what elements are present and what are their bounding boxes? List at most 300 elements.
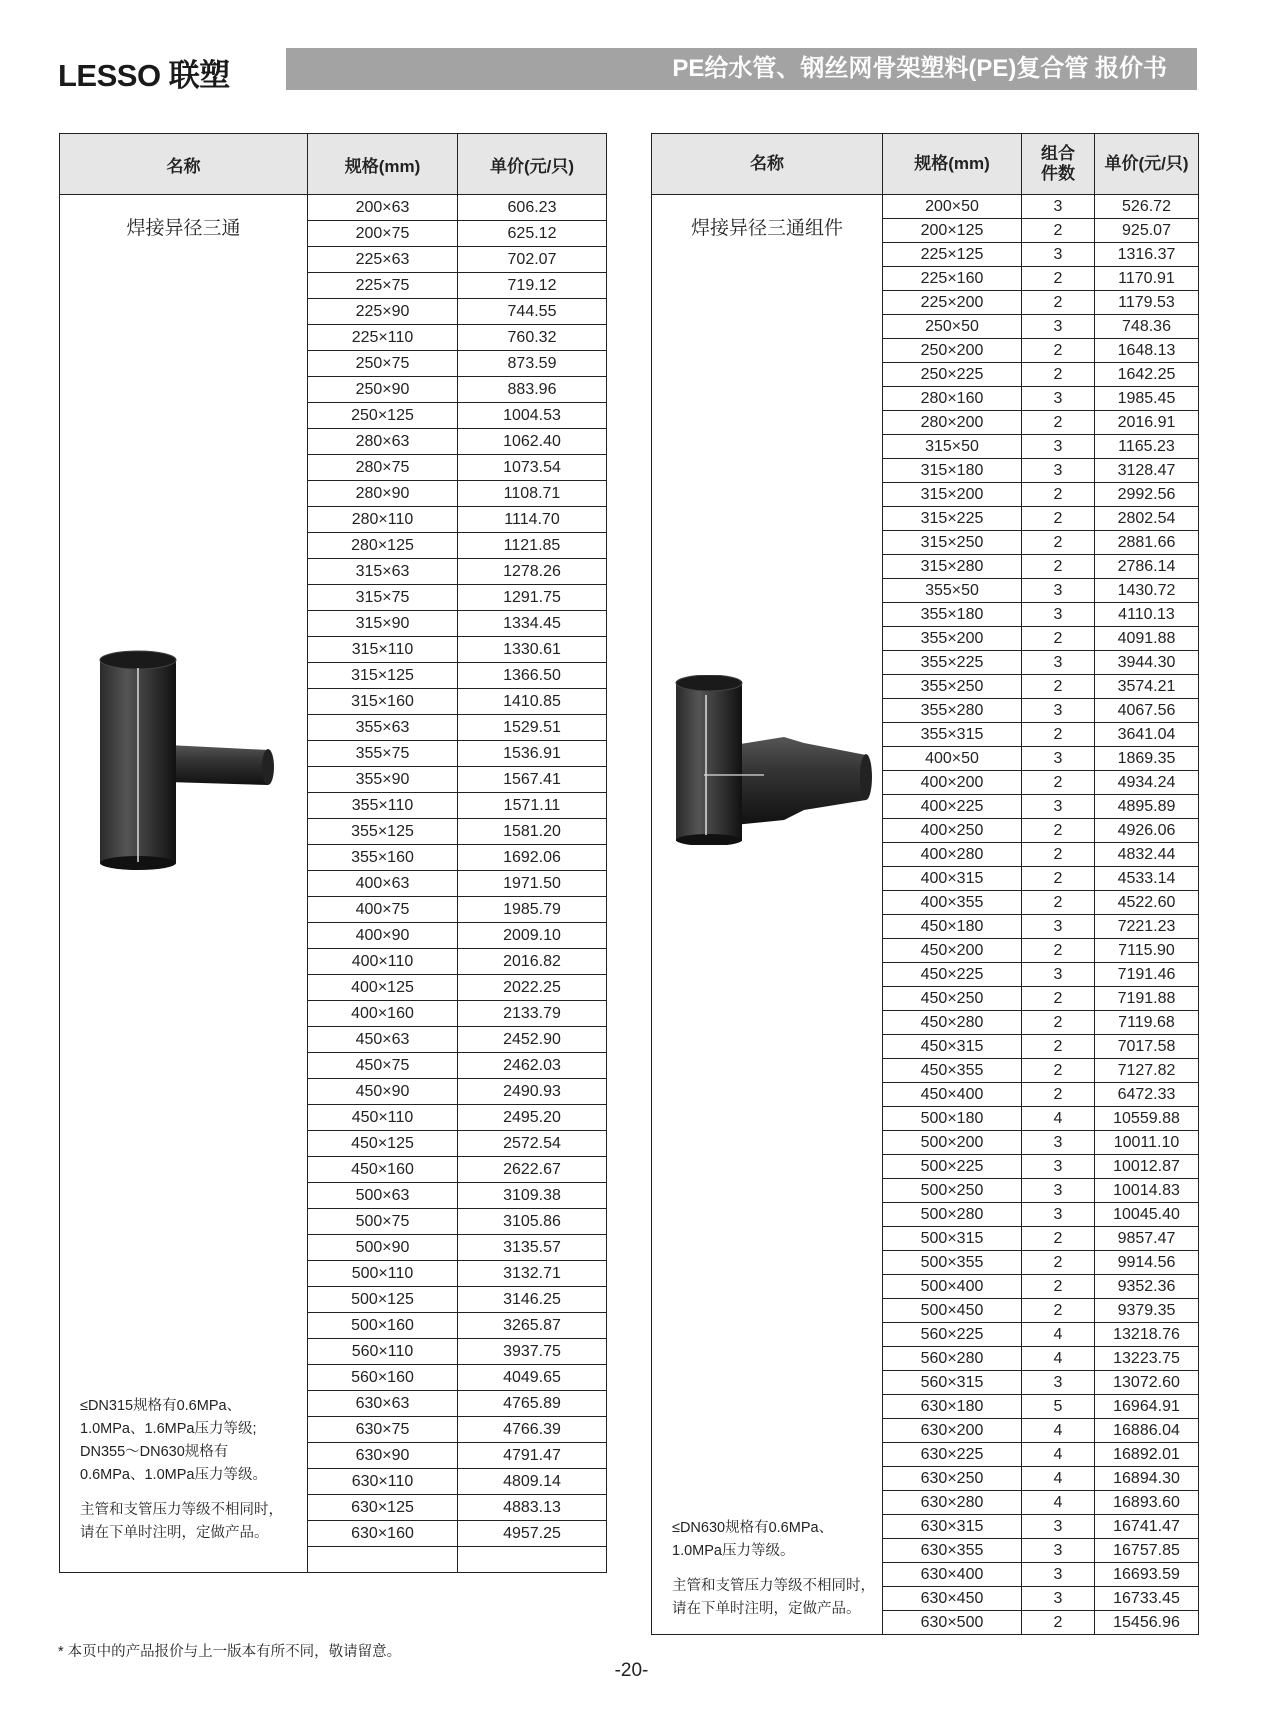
price-cell: 4766.39 (458, 1417, 607, 1443)
price-cell: 1366.50 (458, 663, 607, 689)
price-cell: 16893.60 (1095, 1491, 1199, 1515)
qty-cell: 2 (1022, 555, 1095, 579)
page-number: -20- (614, 1660, 649, 1681)
spec-cell: 500×280 (883, 1203, 1022, 1227)
note-line: 1.0MPa、1.6MPa压力等级; (80, 1421, 257, 1437)
price-cell: 3132.71 (458, 1261, 607, 1287)
qty-cell: 2 (1022, 723, 1095, 747)
spec-cell: 630×125 (308, 1495, 458, 1521)
spec-cell: 225×160 (883, 267, 1022, 291)
spec-cell: 355×315 (883, 723, 1022, 747)
spec-cell: 250×125 (308, 403, 458, 429)
price-cell: 925.07 (1095, 219, 1199, 243)
price-cell: 4049.65 (458, 1365, 607, 1391)
spec-cell: 400×75 (308, 897, 458, 923)
price-cell: 2016.91 (1095, 411, 1199, 435)
price-cell: 760.32 (458, 325, 607, 351)
price-cell: 1073.54 (458, 455, 607, 481)
price-cell: 625.12 (458, 221, 607, 247)
spec-cell: 200×50 (883, 195, 1022, 219)
spec-cell: 400×200 (883, 771, 1022, 795)
price-cell: 4533.14 (1095, 867, 1199, 891)
price-cell: 2622.67 (458, 1157, 607, 1183)
spec-cell: 315×280 (883, 555, 1022, 579)
qty-cell: 3 (1022, 1515, 1095, 1539)
spec-cell: 630×225 (883, 1443, 1022, 1467)
qty-cell: 4 (1022, 1107, 1095, 1131)
qty-cell: 3 (1022, 1203, 1095, 1227)
price-cell: 2881.66 (1095, 531, 1199, 555)
price-cell: 1869.35 (1095, 747, 1199, 771)
spec-cell: 500×110 (308, 1261, 458, 1287)
price-cell: 4765.89 (458, 1391, 607, 1417)
price-cell: 4926.06 (1095, 819, 1199, 843)
qty-cell: 2 (1022, 987, 1095, 1011)
qty-cell: 2 (1022, 219, 1095, 243)
price-cell: 4110.13 (1095, 603, 1199, 627)
price-cell: 3128.47 (1095, 459, 1199, 483)
price-cell: 2495.20 (458, 1105, 607, 1131)
spec-cell: 225×63 (308, 247, 458, 273)
left-price-table (59, 133, 607, 1573)
price-cell: 1648.13 (1095, 339, 1199, 363)
spec-cell: 280×63 (308, 429, 458, 455)
price-cell: 1291.75 (458, 585, 607, 611)
price-cell: 1985.45 (1095, 387, 1199, 411)
spec-cell: 355×125 (308, 819, 458, 845)
welded-reducing-tee-icon (98, 650, 278, 870)
spec-cell: 355×250 (883, 675, 1022, 699)
product-name: 焊接异径三通组件 (690, 218, 843, 239)
reducing-tee-assembly-icon (674, 675, 874, 845)
price-cell: 1062.40 (458, 429, 607, 455)
qty-cell: 2 (1022, 507, 1095, 531)
col-header-price: 单价(元/只) (1095, 134, 1199, 195)
price-cell: 1108.71 (458, 481, 607, 507)
qty-cell: 2 (1022, 819, 1095, 843)
spec-cell: 630×160 (308, 1521, 458, 1547)
price-cell: 2022.25 (458, 975, 607, 1001)
spec-cell: 250×75 (308, 351, 458, 377)
spec-cell: 315×75 (308, 585, 458, 611)
price-cell: 10045.40 (1095, 1203, 1199, 1227)
price-cell: 1971.50 (458, 871, 607, 897)
qty-cell: 3 (1022, 1131, 1095, 1155)
spec-cell: 500×250 (883, 1179, 1022, 1203)
spec-cell (308, 1547, 458, 1573)
price-cell: 4957.25 (458, 1521, 607, 1547)
price-cell: 3109.38 (458, 1183, 607, 1209)
lesso-logo: LESSO 联塑 (58, 58, 230, 93)
note-line: ≤DN315规格有0.6MPa、 (80, 1398, 242, 1414)
spec-cell: 225×110 (308, 325, 458, 351)
spec-cell: 450×75 (308, 1053, 458, 1079)
spec-cell: 315×63 (308, 559, 458, 585)
qty-cell: 3 (1022, 1539, 1095, 1563)
qty-cell: 3 (1022, 459, 1095, 483)
qty-cell: 2 (1022, 939, 1095, 963)
price-cell: 1410.85 (458, 689, 607, 715)
qty-cell: 4 (1022, 1467, 1095, 1491)
price-cell: 3265.87 (458, 1313, 607, 1339)
qty-cell: 2 (1022, 483, 1095, 507)
spec-cell: 315×110 (308, 637, 458, 663)
price-cell: 16886.04 (1095, 1419, 1199, 1443)
spec-cell: 630×450 (883, 1587, 1022, 1611)
price-cell: 4895.89 (1095, 795, 1199, 819)
price-cell: 7127.82 (1095, 1059, 1199, 1083)
spec-cell: 250×200 (883, 339, 1022, 363)
qty-cell: 2 (1022, 1227, 1095, 1251)
spec-cell: 450×125 (308, 1131, 458, 1157)
spec-cell: 500×160 (308, 1313, 458, 1339)
spec-cell: 315×250 (883, 531, 1022, 555)
qty-cell: 2 (1022, 675, 1095, 699)
spec-cell: 630×63 (308, 1391, 458, 1417)
price-cell: 2786.14 (1095, 555, 1199, 579)
price-cell: 3574.21 (1095, 675, 1199, 699)
spec-cell: 315×225 (883, 507, 1022, 531)
price-cell: 1330.61 (458, 637, 607, 663)
spec-cell: 560×160 (308, 1365, 458, 1391)
spec-cell: 200×125 (883, 219, 1022, 243)
qty-cell: 3 (1022, 699, 1095, 723)
spec-cell: 400×355 (883, 891, 1022, 915)
price-cell: 7017.58 (1095, 1035, 1199, 1059)
spec-cell: 280×200 (883, 411, 1022, 435)
spec-cell: 400×280 (883, 843, 1022, 867)
note-line: ≤DN630规格有0.6MPa、 (672, 1520, 834, 1536)
price-cell: 7119.68 (1095, 1011, 1199, 1035)
spec-cell: 630×400 (883, 1563, 1022, 1587)
spec-cell: 355×200 (883, 627, 1022, 651)
qty-cell: 2 (1022, 363, 1095, 387)
spec-cell: 560×225 (883, 1323, 1022, 1347)
spec-cell: 630×200 (883, 1419, 1022, 1443)
price-cell: 1121.85 (458, 533, 607, 559)
price-cell: 2133.79 (458, 1001, 607, 1027)
qty-cell: 3 (1022, 915, 1095, 939)
qty-cell: 3 (1022, 1155, 1095, 1179)
price-cell: 6472.33 (1095, 1083, 1199, 1107)
spec-cell: 500×450 (883, 1299, 1022, 1323)
spec-cell: 630×280 (883, 1491, 1022, 1515)
qty-cell: 3 (1022, 1371, 1095, 1395)
spec-cell: 400×125 (308, 975, 458, 1001)
note-line: 请在下单时注明，定做产品。 (80, 1525, 269, 1541)
price-cell: 719.12 (458, 273, 607, 299)
price-cell: 2572.54 (458, 1131, 607, 1157)
qty-cell: 2 (1022, 411, 1095, 435)
price-cell: 13072.60 (1095, 1371, 1199, 1395)
footnote: * 本页中的产品报价与上一版本有所不同，敬请留意。 (58, 1644, 402, 1660)
price-cell: 1567.41 (458, 767, 607, 793)
spec-cell: 400×250 (883, 819, 1022, 843)
qty-cell: 3 (1022, 195, 1095, 219)
product-image (674, 675, 874, 850)
price-cell: 13223.75 (1095, 1347, 1199, 1371)
col-header-name: 名称 (652, 134, 883, 195)
qty-cell: 3 (1022, 795, 1095, 819)
price-cell: 7221.23 (1095, 915, 1199, 939)
qty-cell: 2 (1022, 627, 1095, 651)
price-cell: 1316.37 (1095, 243, 1199, 267)
spec-cell: 450×250 (883, 987, 1022, 1011)
spec-cell: 500×400 (883, 1275, 1022, 1299)
price-cell: 3105.86 (458, 1209, 607, 1235)
price-cell: 9857.47 (1095, 1227, 1199, 1251)
table-row (652, 195, 1199, 219)
spec-cell: 355×225 (883, 651, 1022, 675)
note-line: DN355～DN630规格有 (80, 1444, 229, 1460)
price-cell: 2802.54 (1095, 507, 1199, 531)
spec-cell: 450×110 (308, 1105, 458, 1131)
spec-cell: 500×355 (883, 1251, 1022, 1275)
spec-cell: 280×90 (308, 481, 458, 507)
right-price-table (651, 133, 1199, 1635)
spec-cell: 560×280 (883, 1347, 1022, 1371)
spec-cell: 450×355 (883, 1059, 1022, 1083)
note-line: 请在下单时注明，定做产品。 (672, 1601, 861, 1617)
price-cell: 13218.76 (1095, 1323, 1199, 1347)
spec-cell: 450×90 (308, 1079, 458, 1105)
spec-cell: 630×250 (883, 1467, 1022, 1491)
qty-cell: 2 (1022, 291, 1095, 315)
price-cell: 1278.26 (458, 559, 607, 585)
price-cell: 10014.83 (1095, 1179, 1199, 1203)
spec-cell: 280×160 (883, 387, 1022, 411)
spec-cell: 450×200 (883, 939, 1022, 963)
qty-cell: 2 (1022, 843, 1095, 867)
spec-cell: 200×63 (308, 195, 458, 221)
qty-cell: 2 (1022, 267, 1095, 291)
qty-cell: 3 (1022, 747, 1095, 771)
qty-cell: 4 (1022, 1347, 1095, 1371)
qty-cell: 2 (1022, 771, 1095, 795)
spec-cell: 500×125 (308, 1287, 458, 1313)
spec-cell: 280×125 (308, 533, 458, 559)
price-cell: 1114.70 (458, 507, 607, 533)
spec-cell: 315×200 (883, 483, 1022, 507)
spec-cell: 500×200 (883, 1131, 1022, 1155)
product-cell (652, 195, 883, 1635)
spec-cell: 630×75 (308, 1417, 458, 1443)
spec-cell: 560×110 (308, 1339, 458, 1365)
price-cell: 9352.36 (1095, 1275, 1199, 1299)
product-notes (672, 1517, 875, 1621)
spec-cell: 315×160 (308, 689, 458, 715)
price-cell: 3146.25 (458, 1287, 607, 1313)
col-header-spec: 规格(mm) (308, 134, 458, 195)
price-cell: 4522.60 (1095, 891, 1199, 915)
qty-cell: 2 (1022, 1275, 1095, 1299)
spec-cell: 500×180 (883, 1107, 1022, 1131)
price-cell: 16894.30 (1095, 1467, 1199, 1491)
spec-cell: 400×160 (308, 1001, 458, 1027)
price-cell: 1165.23 (1095, 435, 1199, 459)
product-image (98, 650, 278, 875)
price-cell: 1179.53 (1095, 291, 1199, 315)
document-title: PE给水管、钢丝网骨架塑料(PE)复合管 报价书 (286, 48, 1197, 90)
spec-cell: 630×315 (883, 1515, 1022, 1539)
col-header-name: 名称 (60, 134, 308, 195)
spec-cell: 225×90 (308, 299, 458, 325)
price-cell: 9379.35 (1095, 1299, 1199, 1323)
col-header-price: 单价(元/只) (458, 134, 607, 195)
price-cell: 744.55 (458, 299, 607, 325)
price-cell: 7191.88 (1095, 987, 1199, 1011)
qty-cell: 3 (1022, 387, 1095, 411)
qty-cell: 3 (1022, 315, 1095, 339)
spec-cell: 450×400 (883, 1083, 1022, 1107)
qty-cell: 4 (1022, 1323, 1095, 1347)
spec-cell: 500×90 (308, 1235, 458, 1261)
price-cell: 1536.91 (458, 741, 607, 767)
price-cell: 1004.53 (458, 403, 607, 429)
price-cell: 702.07 (458, 247, 607, 273)
spec-cell: 450×315 (883, 1035, 1022, 1059)
price-cell: 7191.46 (1095, 963, 1199, 987)
price-cell: 2016.82 (458, 949, 607, 975)
spec-cell: 500×315 (883, 1227, 1022, 1251)
qty-cell: 4 (1022, 1419, 1095, 1443)
price-cell: 4067.56 (1095, 699, 1199, 723)
price-cell: 4934.24 (1095, 771, 1199, 795)
price-cell: 2452.90 (458, 1027, 607, 1053)
qty-cell: 2 (1022, 1251, 1095, 1275)
spec-cell: 355×50 (883, 579, 1022, 603)
spec-cell: 450×160 (308, 1157, 458, 1183)
spec-cell: 400×63 (308, 871, 458, 897)
qty-cell: 3 (1022, 435, 1095, 459)
spec-cell: 560×315 (883, 1371, 1022, 1395)
spec-cell: 280×110 (308, 507, 458, 533)
qty-cell: 3 (1022, 603, 1095, 627)
spec-cell: 355×75 (308, 741, 458, 767)
qty-cell: 3 (1022, 1587, 1095, 1611)
spec-cell: 225×125 (883, 243, 1022, 267)
spec-cell: 500×75 (308, 1209, 458, 1235)
price-cell: 16757.85 (1095, 1539, 1199, 1563)
spec-cell: 250×90 (308, 377, 458, 403)
price-cell: 1985.79 (458, 897, 607, 923)
spec-cell: 280×75 (308, 455, 458, 481)
price-cell: 16741.47 (1095, 1515, 1199, 1539)
price-cell: 4809.14 (458, 1469, 607, 1495)
table-row (60, 195, 607, 221)
note-line: 1.0MPa压力等级。 (672, 1543, 795, 1559)
spec-cell: 355×160 (308, 845, 458, 871)
col-header-qty: 组合件数 (1022, 134, 1095, 195)
price-cell: 2462.03 (458, 1053, 607, 1079)
spec-cell: 355×110 (308, 793, 458, 819)
spec-cell: 630×500 (883, 1611, 1022, 1635)
spec-cell: 400×90 (308, 923, 458, 949)
price-cell: 883.96 (458, 377, 607, 403)
price-cell: 9914.56 (1095, 1251, 1199, 1275)
qty-cell: 3 (1022, 651, 1095, 675)
spec-cell: 500×63 (308, 1183, 458, 1209)
spec-cell: 630×90 (308, 1443, 458, 1469)
qty-cell: 2 (1022, 1011, 1095, 1035)
price-cell: 4832.44 (1095, 843, 1199, 867)
spec-cell: 450×280 (883, 1011, 1022, 1035)
price-cell: 1529.51 (458, 715, 607, 741)
spec-cell: 315×50 (883, 435, 1022, 459)
price-cell: 748.36 (1095, 315, 1199, 339)
qty-cell: 3 (1022, 963, 1095, 987)
spec-cell: 355×280 (883, 699, 1022, 723)
qty-cell: 4 (1022, 1443, 1095, 1467)
qty-cell: 2 (1022, 339, 1095, 363)
qty-cell: 2 (1022, 891, 1095, 915)
qty-cell: 3 (1022, 1563, 1095, 1587)
product-cell (60, 195, 308, 1573)
qty-cell: 3 (1022, 1179, 1095, 1203)
price-cell: 16693.59 (1095, 1563, 1199, 1587)
price-cell: 3944.30 (1095, 651, 1199, 675)
price-cell: 16892.01 (1095, 1443, 1199, 1467)
spec-cell: 225×75 (308, 273, 458, 299)
spec-cell: 200×75 (308, 221, 458, 247)
note-line (672, 1563, 875, 1575)
note-line: 0.6MPa、1.0MPa压力等级。 (80, 1467, 267, 1483)
spec-cell: 315×180 (883, 459, 1022, 483)
spec-cell: 500×225 (883, 1155, 1022, 1179)
price-cell (458, 1547, 607, 1573)
qty-cell: 2 (1022, 1611, 1095, 1635)
price-cell: 15456.96 (1095, 1611, 1199, 1635)
qty-cell: 2 (1022, 1059, 1095, 1083)
product-notes (80, 1395, 283, 1545)
qty-cell: 5 (1022, 1395, 1095, 1419)
spec-cell: 400×225 (883, 795, 1022, 819)
spec-cell: 400×110 (308, 949, 458, 975)
qty-cell: 2 (1022, 531, 1095, 555)
spec-cell: 225×200 (883, 291, 1022, 315)
price-cell: 16964.91 (1095, 1395, 1199, 1419)
price-cell: 3135.57 (458, 1235, 607, 1261)
spec-cell: 315×90 (308, 611, 458, 637)
price-cell: 3937.75 (458, 1339, 607, 1365)
price-cell: 10559.88 (1095, 1107, 1199, 1131)
price-cell: 1642.25 (1095, 363, 1199, 387)
price-cell: 2490.93 (458, 1079, 607, 1105)
price-cell: 4883.13 (458, 1495, 607, 1521)
price-cell: 4791.47 (458, 1443, 607, 1469)
note-line (80, 1487, 283, 1499)
price-cell: 1170.91 (1095, 267, 1199, 291)
price-cell: 2992.56 (1095, 483, 1199, 507)
qty-cell: 2 (1022, 1299, 1095, 1323)
price-cell: 16733.45 (1095, 1587, 1199, 1611)
qty-cell: 4 (1022, 1491, 1095, 1515)
spec-cell: 355×63 (308, 715, 458, 741)
spec-cell: 400×50 (883, 747, 1022, 771)
spec-cell: 450×225 (883, 963, 1022, 987)
spec-cell: 355×90 (308, 767, 458, 793)
spec-cell: 450×180 (883, 915, 1022, 939)
spec-cell: 315×125 (308, 663, 458, 689)
note-line: 主管和支管压力等级不相同时， (80, 1502, 283, 1518)
price-cell: 1430.72 (1095, 579, 1199, 603)
price-cell: 4091.88 (1095, 627, 1199, 651)
price-cell: 2009.10 (458, 923, 607, 949)
qty-cell: 2 (1022, 1035, 1095, 1059)
price-cell: 873.59 (458, 351, 607, 377)
qty-cell: 2 (1022, 867, 1095, 891)
note-line: 主管和支管压力等级不相同时， (672, 1578, 875, 1594)
